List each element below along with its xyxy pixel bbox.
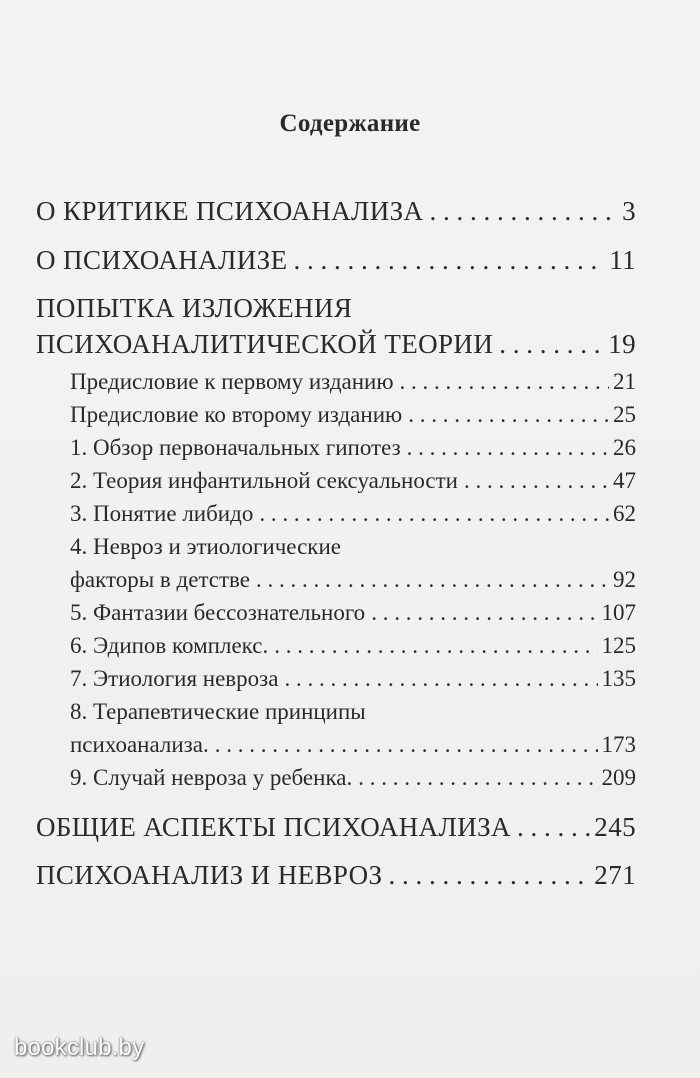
- toc-entry-title: ПСИХОАНАЛИЗ И НЕВРОЗ: [36, 860, 383, 890]
- toc-entry-title: факторы в детстве: [70, 567, 250, 592]
- leader-dots: [407, 435, 609, 461]
- page-title: Содержание: [279, 110, 421, 137]
- toc-page-number: 3: [622, 196, 636, 226]
- toc-subentry-chapter-8[interactable]: [70, 732, 636, 758]
- toc-entry-title: О ПСИХОАНАЛИЗЕ: [36, 245, 288, 275]
- toc-subentry-chapter-4-line1: 4. Невроз и этиологические: [70, 534, 341, 559]
- toc-entry-theory[interactable]: [36, 329, 636, 360]
- toc-page-number: 26: [613, 435, 636, 460]
- toc-subentry-chapter-2[interactable]: [70, 468, 636, 494]
- leader-dots: [400, 369, 609, 395]
- toc-entry-title: 9. Случай невроза у ребенка.: [70, 765, 353, 790]
- leader-dots: [274, 633, 597, 659]
- toc-subentry-chapter-9[interactable]: [70, 765, 636, 791]
- leader-dots: [293, 245, 605, 276]
- toc-page-number: 21: [613, 369, 636, 394]
- toc-page-number: 173: [601, 732, 636, 757]
- toc-entry-general-aspects[interactable]: [36, 812, 636, 843]
- leader-dots: [284, 666, 597, 692]
- toc-subentry-chapter-8-line1: 8. Терапевтические принципы: [70, 699, 366, 724]
- leader-dots: [256, 567, 609, 593]
- toc-entry-title: ОБЩИЕ АСПЕКТЫ ПСИХОАНАЛИЗА: [36, 812, 511, 842]
- toc-entry-title: 6. Эдипов комплекс.: [70, 633, 269, 658]
- toc-entry-title: 5. Фантазии бессознательного: [70, 600, 366, 625]
- toc-entry-title: психоанализа.: [70, 732, 209, 757]
- toc-page-number: 245: [594, 812, 636, 842]
- toc-entry-title: 3. Понятие либидо: [70, 501, 254, 526]
- toc-page-number: 19: [608, 329, 636, 359]
- toc-subentry-chapter-4[interactable]: [70, 567, 636, 593]
- leader-dots: [215, 732, 598, 758]
- leader-dots: [389, 860, 591, 891]
- toc-entry-title: Предисловие ко второму изданию: [70, 402, 403, 427]
- toc-entry-title: 2. Теория инфантильной сексуальности: [70, 468, 458, 493]
- leader-dots: [464, 468, 609, 494]
- toc-entry-title: Предисловие к первому изданию: [70, 369, 394, 394]
- toc-subentry-preface-second[interactable]: [70, 402, 636, 428]
- toc-entry-title: ПСИХОАНАЛИТИЧЕСКОЙ ТЕОРИИ: [36, 329, 494, 359]
- toc-page-number: 209: [601, 765, 636, 790]
- toc-entry-title: 1. Обзор первоначальных гипотез: [70, 435, 401, 460]
- toc-entry-theory-line1: ПОПЫТКА ИЗЛОЖЕНИЯ: [36, 293, 353, 323]
- toc-subentry-chapter-6[interactable]: [70, 633, 636, 659]
- toc-subentry-chapter-1[interactable]: [70, 435, 636, 461]
- leader-dots: [259, 501, 609, 527]
- toc-subentry-chapter-3[interactable]: [70, 501, 636, 527]
- leader-dots: [408, 402, 609, 428]
- toc-page-number: 271: [594, 860, 636, 890]
- toc-entry-critique[interactable]: [36, 196, 636, 227]
- toc-page-number: 107: [601, 600, 636, 625]
- leader-dots: [429, 196, 618, 227]
- leader-dots: [358, 765, 597, 791]
- toc-entry-neurosis[interactable]: [36, 860, 636, 891]
- toc-entry-title: О КРИТИКЕ ПСИХОАНАЛИЗА: [36, 196, 424, 226]
- toc-entry-psychoanalysis[interactable]: [36, 245, 636, 276]
- toc-page-number: 11: [609, 245, 636, 275]
- toc-subentry-preface-first[interactable]: [70, 369, 636, 395]
- toc-page-number: 92: [613, 567, 636, 592]
- toc-page-number: 62: [613, 501, 636, 526]
- toc-entry-title: 7. Этиология невроза: [70, 666, 279, 691]
- toc-page-number: 125: [601, 633, 636, 658]
- toc-subentry-chapter-5[interactable]: [70, 600, 636, 626]
- leader-dots: [499, 329, 604, 360]
- watermark-text: bookclub.by: [14, 1034, 145, 1061]
- toc-page-number: 135: [601, 666, 636, 691]
- toc-page-number: 25: [613, 402, 636, 427]
- toc-subentry-chapter-7[interactable]: [70, 666, 636, 692]
- toc-page-number: 47: [613, 468, 636, 493]
- leader-dots: [371, 600, 597, 626]
- leader-dots: [517, 812, 590, 843]
